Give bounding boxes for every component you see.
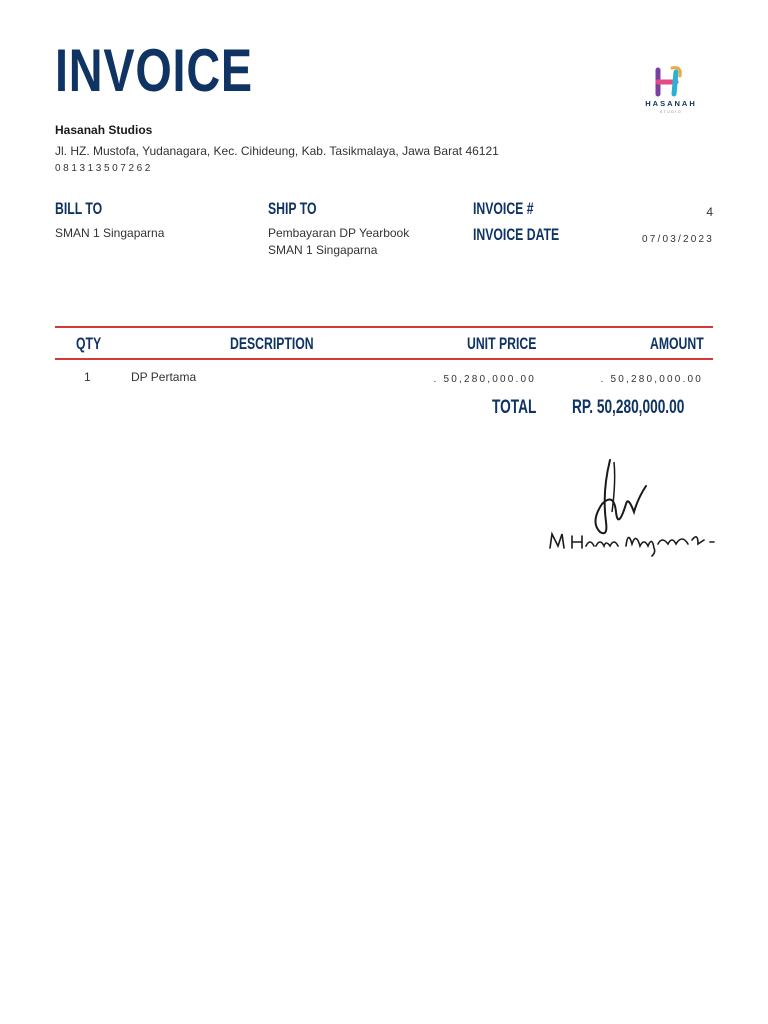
logo-subtext: STUDIO: [659, 110, 683, 114]
ship-to-label: SHIP TO: [268, 199, 317, 218]
total-label: TOTAL: [492, 397, 537, 418]
company-address: Jl. HZ. Mustofa, Yudanagara, Kec. Cihideung, Kab. Tasikmalaya, Jawa Barat 46121: [55, 144, 499, 158]
invoice-number-label: INVOICE #: [473, 199, 534, 218]
row-qty: 1: [84, 370, 91, 384]
column-header-description: DESCRIPTION: [230, 334, 314, 353]
column-header-unit-price: UNIT PRICE: [467, 334, 537, 353]
invoice-number: 4: [706, 205, 713, 219]
logo-text: HASANAH: [645, 99, 697, 108]
bill-to-label: BILL TO: [55, 199, 103, 218]
company-phone: 081313507262: [55, 163, 153, 174]
invoice-date: 07/03/2023: [641, 234, 714, 245]
page-title: INVOICE: [55, 37, 253, 104]
row-description: DP Pertama: [131, 370, 197, 384]
column-header-amount: AMOUNT: [650, 334, 704, 353]
row-unit-price: . 50,280,000.00: [433, 374, 536, 385]
table-top-rule: [55, 326, 713, 328]
ship-to-line-2: SMAN 1 Singaparna: [268, 243, 378, 257]
bill-to-line: SMAN 1 Singaparna: [55, 226, 165, 240]
ship-to-line-1: Pembayaran DP Yearbook: [268, 226, 410, 240]
table-header-rule: [55, 358, 713, 360]
invoice-date-label: INVOICE DATE: [473, 225, 560, 244]
company-logo: [636, 64, 706, 116]
row-amount: . 50,280,000.00: [600, 374, 703, 385]
total-value: RP. 50,280,000.00: [572, 397, 685, 418]
company-name: Hasanah Studios: [55, 123, 153, 137]
signature-image: [542, 452, 722, 562]
column-header-qty: QTY: [76, 334, 102, 353]
